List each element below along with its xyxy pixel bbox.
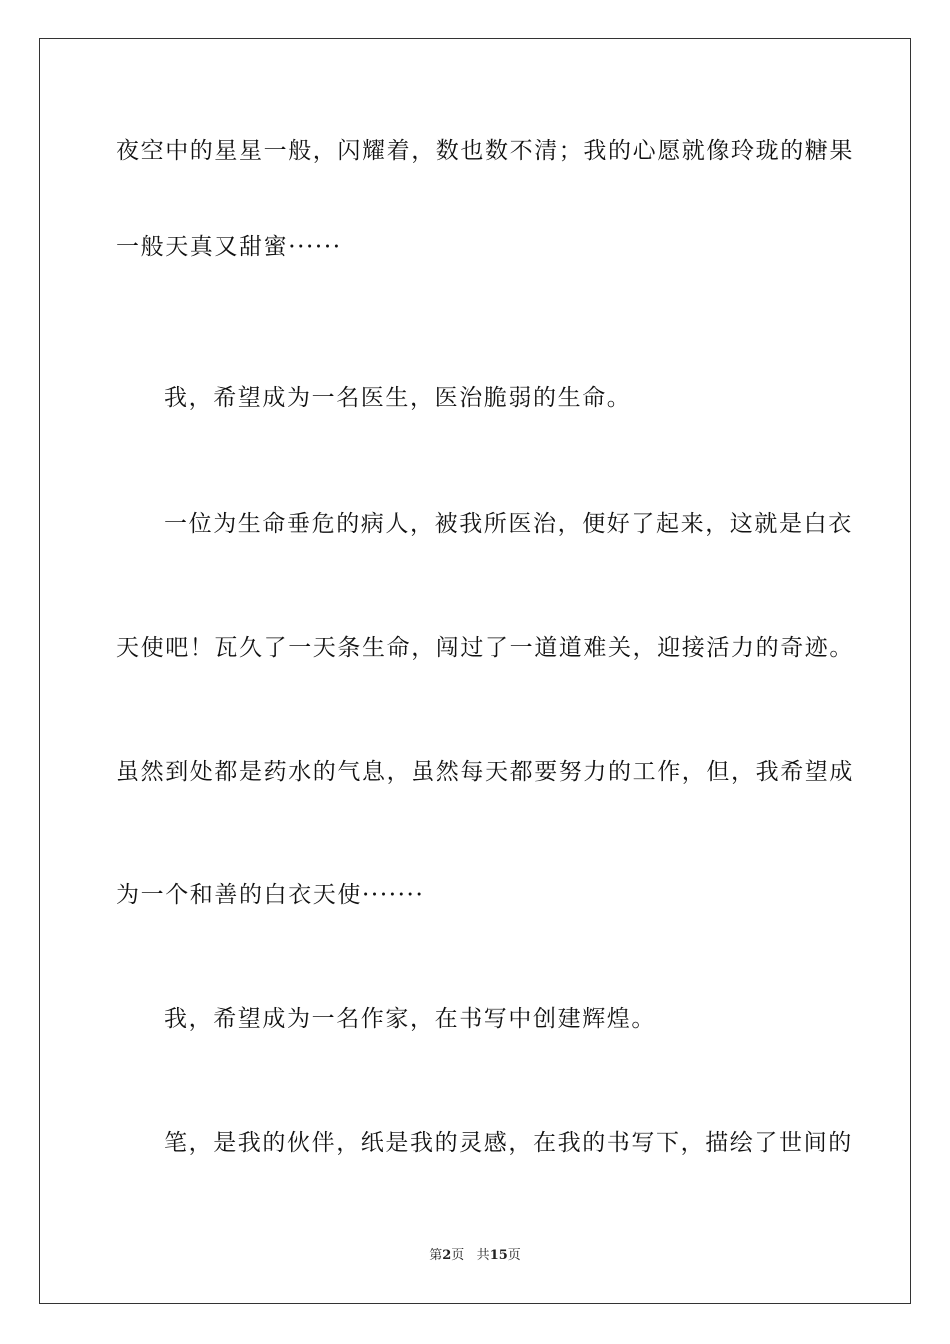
paragraph-start: 一位为生命垂危的病人，被我所医治，便好了起来，这就是白衣 <box>164 511 853 537</box>
page-number: 2 <box>442 1248 452 1263</box>
total-suffix: 页 <box>507 1248 521 1263</box>
page-prefix: 第 <box>429 1248 443 1263</box>
paragraph-start: 笔，是我的伙伴，纸是我的灵感，在我的书写下，描绘了世间的 <box>164 1130 853 1156</box>
text-line: 天使吧！瓦久了一天条生命，闯过了一道道难关，迎接活力的奇迹。 <box>116 635 854 661</box>
page-frame <box>39 38 911 1304</box>
text-line: 虽然到处都是药水的气息，虽然每天都要努力的工作，但，我希望成 <box>116 759 854 785</box>
text-line: 夜空中的星星一般，闪耀着，数也数不清；我的心愿就像玲珑的糖果 <box>116 138 854 164</box>
text-line: 为一个和善的白衣天使······· <box>116 882 425 908</box>
page-suffix: 页 <box>451 1248 465 1263</box>
total-prefix: 共 <box>476 1248 490 1263</box>
text-line: 一般天真又甜蜜······ <box>116 234 342 260</box>
paragraph-start: 我，希望成为一名作家，在书写中创建辉煌。 <box>164 1006 656 1032</box>
paragraph-start: 我，希望成为一名医生，医治脆弱的生命。 <box>164 385 632 411</box>
page-total: 15 <box>489 1248 508 1263</box>
page-footer <box>0 1247 950 1265</box>
